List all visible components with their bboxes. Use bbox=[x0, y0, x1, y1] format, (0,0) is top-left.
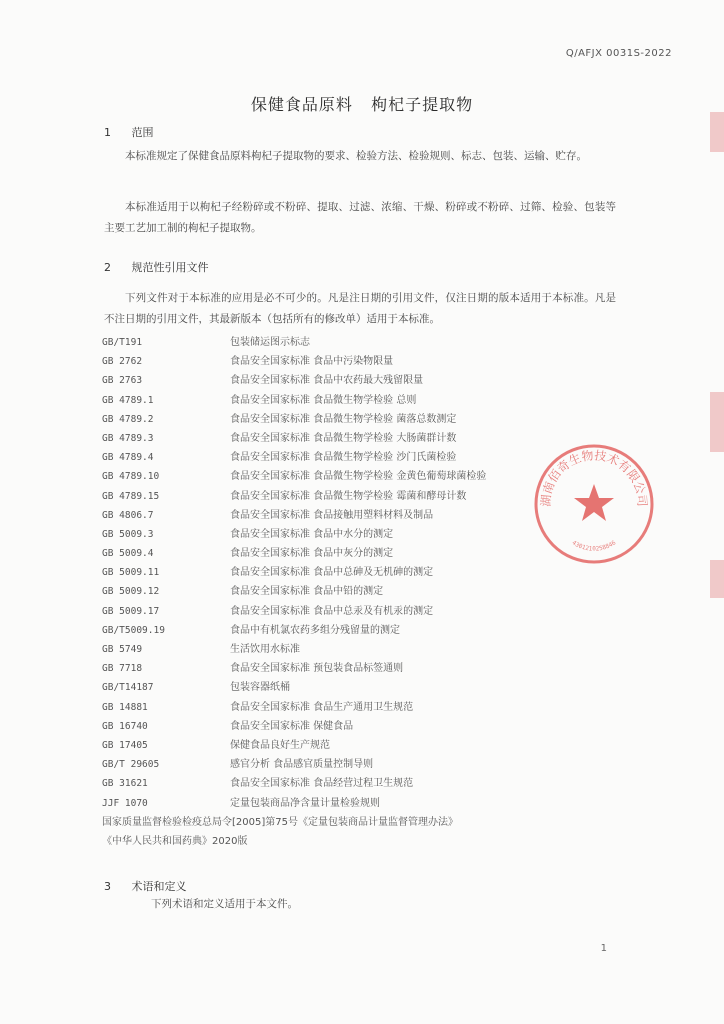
document-title: 保健食品原料 枸杞子提取物 bbox=[250, 95, 474, 114]
reference-code: JJF 1070 bbox=[102, 797, 148, 809]
reference-code: GB 5009.3 bbox=[102, 528, 154, 540]
reference-name: 食品中有机氯农药多组分残留量的测定 bbox=[230, 624, 400, 636]
reference-name: 食品安全国家标准 食品中总砷及无机砷的测定 bbox=[230, 567, 434, 579]
reference-code: GB 4789.3 bbox=[102, 432, 154, 444]
reference-item bbox=[102, 698, 622, 717]
reference-code: GB 4806.7 bbox=[102, 509, 154, 521]
edge-bleed-mark bbox=[710, 560, 724, 598]
reference-name: 食品安全国家标准 食品微生物学检验 金黄色葡萄球菌检验 bbox=[230, 471, 487, 483]
reference-code: GB 16740 bbox=[102, 720, 148, 732]
reference-name: 食品安全国家标准 食品中污染物限量 bbox=[230, 356, 394, 368]
reference-item bbox=[102, 371, 622, 390]
reference-name: 食品安全国家标准 食品中农药最大残留限量 bbox=[230, 375, 424, 387]
reference-name: 食品安全国家标准 食品微生物学检验 菌落总数测定 bbox=[230, 413, 457, 425]
reference-item bbox=[102, 736, 622, 755]
reference-code: GB 14881 bbox=[102, 701, 148, 713]
reference-name: 定量包装商品净含量计量检验规则 bbox=[230, 797, 380, 809]
document-number: Q/AFJX 0031S-2022 bbox=[565, 48, 672, 59]
reference-name: 食品安全国家标准 食品中铅的测定 bbox=[230, 586, 384, 598]
reference-code: GB 4789.2 bbox=[102, 413, 154, 425]
section-title: 范围 bbox=[131, 126, 154, 139]
seal-company-name: 湖南佰奇生物技术有限公司 bbox=[538, 448, 650, 508]
reference-name: 食品安全国家标准 食品中总汞及有机汞的测定 bbox=[230, 605, 434, 617]
reference-code: GB/T14187 bbox=[102, 682, 154, 694]
scope-paragraph-2: 本标准适用于以枸杞子经粉碎或不粉碎、提取、过滤、浓缩、干燥、粉碎或不粉碎、过筛、检验、包装等主要工艺加工制的枸杞子提取物。 bbox=[104, 201, 616, 234]
reference-name: 生活饮用水标准 bbox=[230, 644, 300, 655]
reference-item bbox=[102, 352, 622, 371]
reference-pharmacopoeia: 《中华人民共和国药典》2020版 bbox=[102, 835, 248, 847]
reference-item bbox=[102, 832, 622, 851]
reference-name: 包装容器纸桶 bbox=[230, 682, 290, 694]
reference-list bbox=[102, 333, 622, 851]
section-title: 术语和定义 bbox=[131, 880, 187, 893]
reference-code: GB/T5009.19 bbox=[102, 624, 165, 636]
reference-name: 食品安全国家标准 食品生产通用卫生规范 bbox=[230, 701, 414, 713]
reference-code: GB/T191 bbox=[102, 337, 143, 348]
reference-item bbox=[102, 794, 622, 813]
references-intro: 下列文件对于本标准的应用是必不可少的。凡是注日期的引用文件，仅注日期的版本适用于本标准。凡是不注日期的引用文件，其最新版本（包括所有的修改单）适用于本标准。 bbox=[104, 292, 616, 325]
reference-code: GB 4789.15 bbox=[102, 490, 160, 502]
page-number: 1 bbox=[600, 943, 607, 954]
edge-bleed-mark bbox=[710, 112, 724, 152]
reference-name: 感官分析 食品感官质量控制导则 bbox=[230, 759, 374, 771]
section-number: 1 bbox=[104, 126, 111, 139]
company-seal-stamp bbox=[530, 440, 658, 568]
reference-name: 食品安全国家标准 食品微生物学检验 总则 bbox=[230, 394, 417, 406]
reference-code: GB 31621 bbox=[102, 778, 148, 790]
reference-item bbox=[102, 602, 622, 621]
reference-item bbox=[102, 333, 622, 352]
reference-code: GB 5009.17 bbox=[102, 605, 160, 617]
reference-code: GB 2763 bbox=[102, 375, 143, 387]
reference-code: GB 7718 bbox=[102, 663, 143, 675]
reference-name: 食品安全国家标准 保健食品 bbox=[230, 720, 354, 732]
reference-name: 包装储运图示标志 bbox=[230, 337, 310, 348]
reference-name: 食品安全国家标准 食品中水分的测定 bbox=[230, 528, 394, 540]
reference-name: 食品安全国家标准 食品经营过程卫生规范 bbox=[230, 778, 414, 790]
seal-star bbox=[574, 484, 614, 521]
reference-regulation: 国家质量监督检验检疫总局令[2005]第75号《定量包装商品计量监督管理办法》 bbox=[102, 816, 458, 828]
reference-name: 食品安全国家标准 预包装食品标签通则 bbox=[230, 663, 404, 675]
reference-item bbox=[102, 755, 622, 774]
section-heading-terms bbox=[104, 878, 187, 894]
reference-item bbox=[102, 621, 622, 640]
section-heading-scope bbox=[104, 124, 154, 140]
scope-paragraph-1: 本标准规定了保健食品原料枸杞子提取物的要求、检验方法、检验规则、标志、包装、运输、贮存。 bbox=[125, 150, 587, 162]
reference-item bbox=[102, 659, 622, 678]
reference-item bbox=[102, 813, 622, 832]
reference-name: 食品安全国家标准 食品中灰分的测定 bbox=[230, 548, 394, 560]
edge-bleed-mark bbox=[710, 392, 724, 452]
reference-code: GB 5009.12 bbox=[102, 586, 160, 598]
reference-name: 食品安全国家标准 食品微生物学检验 霉菌和酵母计数 bbox=[230, 490, 467, 502]
reference-item bbox=[102, 582, 622, 601]
reference-item bbox=[102, 391, 622, 410]
reference-name: 食品安全国家标准 食品微生物学检验 沙门氏菌检验 bbox=[230, 452, 457, 464]
section-number: 2 bbox=[104, 261, 111, 274]
reference-code: GB 4789.1 bbox=[102, 394, 154, 406]
reference-item bbox=[102, 678, 622, 697]
reference-code: GB 5009.11 bbox=[102, 567, 160, 579]
reference-item bbox=[102, 640, 622, 659]
seal-number: 4301210258846 bbox=[570, 539, 618, 553]
reference-name: 保健食品良好生产规范 bbox=[230, 739, 330, 751]
reference-code: GB 17405 bbox=[102, 739, 148, 751]
reference-item bbox=[102, 717, 622, 736]
reference-name: 食品安全国家标准 食品接触用塑料材料及制品 bbox=[230, 509, 434, 521]
reference-code: GB 5749 bbox=[102, 644, 143, 655]
reference-code: GB 4789.4 bbox=[102, 452, 154, 464]
section-heading-references bbox=[104, 259, 209, 275]
reference-code: GB/T 29605 bbox=[102, 759, 160, 771]
reference-item bbox=[102, 410, 622, 429]
section-title: 规范性引用文件 bbox=[131, 261, 209, 274]
section-number: 3 bbox=[104, 880, 111, 893]
reference-code: GB 2762 bbox=[102, 356, 143, 368]
reference-item bbox=[102, 774, 622, 793]
reference-code: GB 5009.4 bbox=[102, 548, 154, 560]
terms-intro: 下列术语和定义适用于本文件。 bbox=[151, 898, 298, 910]
reference-name: 食品安全国家标准 食品微生物学检验 大肠菌群计数 bbox=[230, 432, 457, 444]
reference-code: GB 4789.10 bbox=[102, 471, 160, 483]
